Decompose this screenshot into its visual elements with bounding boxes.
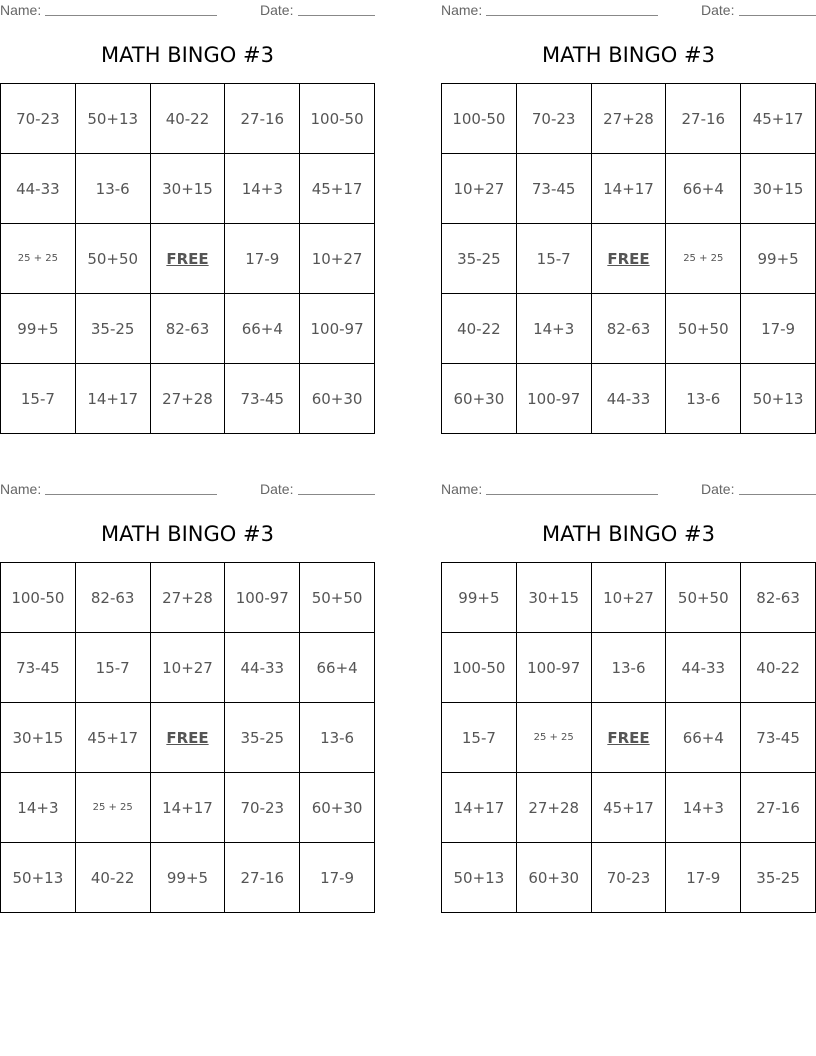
- bingo-cell: 14+17: [592, 154, 667, 224]
- bingo-card: [441, 0, 816, 435]
- card-header: [441, 479, 816, 499]
- name-label: Name:: [441, 481, 483, 497]
- bingo-cell: 15-7: [1, 364, 76, 434]
- bingo-cell: 60+30: [517, 843, 592, 913]
- bingo-cell: 15-7: [517, 224, 592, 294]
- bingo-cell: 13-6: [666, 364, 741, 434]
- bingo-cell: 40-22: [76, 843, 151, 913]
- name-field-line: [486, 494, 658, 495]
- bingo-cell: 27+28: [151, 364, 226, 434]
- bingo-cell: 25 + 25: [76, 773, 151, 843]
- date-field-line: [298, 494, 375, 495]
- bingo-cell: 17-9: [666, 843, 741, 913]
- name-field-line: [45, 494, 217, 495]
- bingo-cell: 40-22: [442, 294, 517, 364]
- bingo-cell: 100-97: [225, 563, 300, 633]
- bingo-cell: 99+5: [442, 563, 517, 633]
- name-label: Name:: [0, 2, 42, 18]
- bingo-cell: 100-50: [442, 633, 517, 703]
- bingo-cell: 100-50: [442, 84, 517, 154]
- bingo-cell: 44-33: [592, 364, 667, 434]
- bingo-cell: 66+4: [666, 703, 741, 773]
- bingo-grid: [0, 562, 375, 913]
- bingo-cell: 25 + 25: [666, 224, 741, 294]
- bingo-cell: 44-33: [1, 154, 76, 224]
- bingo-cell: 100-50: [1, 563, 76, 633]
- bingo-cell: 73-45: [741, 703, 816, 773]
- bingo-cell: 14+3: [666, 773, 741, 843]
- card-header: [0, 0, 375, 20]
- bingo-cell: 50+50: [300, 563, 375, 633]
- date-label: Date:: [260, 2, 294, 18]
- bingo-cell: 14+17: [151, 773, 226, 843]
- name-label: Name:: [0, 481, 42, 497]
- date-label: Date:: [701, 481, 735, 497]
- bingo-cell: 27-16: [225, 843, 300, 913]
- bingo-cell: 66+4: [666, 154, 741, 224]
- bingo-cell: 13-6: [592, 633, 667, 703]
- free-space-cell: FREE: [151, 703, 226, 773]
- bingo-cell: 35-25: [741, 843, 816, 913]
- bingo-cell: 73-45: [517, 154, 592, 224]
- bingo-cell: 30+15: [741, 154, 816, 224]
- bingo-cell: 60+30: [300, 364, 375, 434]
- name-field-line: [486, 15, 658, 16]
- bingo-cell: 14+3: [517, 294, 592, 364]
- bingo-cell: 35-25: [225, 703, 300, 773]
- bingo-cell: 10+27: [592, 563, 667, 633]
- card-title: MATH BINGO #3: [542, 522, 715, 546]
- bingo-cell: 10+27: [300, 224, 375, 294]
- bingo-cell: 10+27: [151, 633, 226, 703]
- bingo-cell: 35-25: [76, 294, 151, 364]
- bingo-cell: 15-7: [76, 633, 151, 703]
- name-field-line: [45, 15, 217, 16]
- card-title: MATH BINGO #3: [101, 43, 274, 67]
- bingo-cell: 30+15: [151, 154, 226, 224]
- bingo-cell: 73-45: [225, 364, 300, 434]
- bingo-cell: 14+17: [442, 773, 517, 843]
- bingo-cell: 27+28: [517, 773, 592, 843]
- card-header: [0, 479, 375, 499]
- card-title: MATH BINGO #3: [101, 522, 274, 546]
- bingo-cell: 60+30: [442, 364, 517, 434]
- bingo-cell: 13-6: [76, 154, 151, 224]
- bingo-cell: 82-63: [76, 563, 151, 633]
- date-field-line: [298, 15, 375, 16]
- bingo-cell: 50+50: [666, 294, 741, 364]
- bingo-cell: 40-22: [151, 84, 226, 154]
- card-header: [441, 0, 816, 20]
- bingo-card: [0, 479, 375, 914]
- bingo-cell: 45+17: [300, 154, 375, 224]
- bingo-cell: 17-9: [741, 294, 816, 364]
- bingo-cell: 17-9: [225, 224, 300, 294]
- bingo-cell: 82-63: [592, 294, 667, 364]
- bingo-cell: 44-33: [666, 633, 741, 703]
- bingo-cell: 70-23: [517, 84, 592, 154]
- bingo-cell: 45+17: [76, 703, 151, 773]
- card-title: MATH BINGO #3: [542, 43, 715, 67]
- bingo-cell: 45+17: [741, 84, 816, 154]
- bingo-cell: 25 + 25: [1, 224, 76, 294]
- bingo-cell: 15-7: [442, 703, 517, 773]
- bingo-cell: 27-16: [666, 84, 741, 154]
- bingo-cell: 50+13: [1, 843, 76, 913]
- bingo-grid: [441, 83, 816, 434]
- bingo-cell: 25 + 25: [517, 703, 592, 773]
- bingo-cell: 50+13: [741, 364, 816, 434]
- bingo-cell: 99+5: [1, 294, 76, 364]
- bingo-cell: 70-23: [225, 773, 300, 843]
- bingo-cell: 70-23: [1, 84, 76, 154]
- bingo-cell: 44-33: [225, 633, 300, 703]
- bingo-cell: 82-63: [151, 294, 226, 364]
- bingo-cell: 66+4: [225, 294, 300, 364]
- bingo-card: [441, 479, 816, 914]
- free-space-cell: FREE: [592, 703, 667, 773]
- bingo-cell: 30+15: [517, 563, 592, 633]
- name-label: Name:: [441, 2, 483, 18]
- bingo-cell: 82-63: [741, 563, 816, 633]
- date-field-line: [739, 494, 816, 495]
- bingo-cell: 100-50: [300, 84, 375, 154]
- bingo-cell: 99+5: [741, 224, 816, 294]
- bingo-cell: 10+27: [442, 154, 517, 224]
- bingo-cell: 50+50: [666, 563, 741, 633]
- bingo-cell: 27-16: [741, 773, 816, 843]
- bingo-cell: 14+3: [1, 773, 76, 843]
- bingo-cell: 100-97: [517, 364, 592, 434]
- date-label: Date:: [260, 481, 294, 497]
- bingo-cell: 66+4: [300, 633, 375, 703]
- date-field-line: [739, 15, 816, 16]
- bingo-cell: 35-25: [442, 224, 517, 294]
- bingo-cell: 14+3: [225, 154, 300, 224]
- bingo-cell: 100-97: [517, 633, 592, 703]
- bingo-cell: 60+30: [300, 773, 375, 843]
- bingo-cell: 45+17: [592, 773, 667, 843]
- bingo-cell: 27-16: [225, 84, 300, 154]
- bingo-cell: 13-6: [300, 703, 375, 773]
- bingo-cell: 30+15: [1, 703, 76, 773]
- bingo-cell: 50+13: [442, 843, 517, 913]
- bingo-cell: 17-9: [300, 843, 375, 913]
- bingo-cell: 70-23: [592, 843, 667, 913]
- bingo-cell: 99+5: [151, 843, 226, 913]
- bingo-grid: [441, 562, 816, 913]
- bingo-cell: 27+28: [592, 84, 667, 154]
- bingo-cell: 73-45: [1, 633, 76, 703]
- bingo-cell: 14+17: [76, 364, 151, 434]
- bingo-card: [0, 0, 375, 435]
- date-label: Date:: [701, 2, 735, 18]
- bingo-cell: 27+28: [151, 563, 226, 633]
- free-space-cell: FREE: [592, 224, 667, 294]
- free-space-cell: FREE: [151, 224, 226, 294]
- bingo-cell: 100-97: [300, 294, 375, 364]
- bingo-cell: 40-22: [741, 633, 816, 703]
- bingo-grid: [0, 83, 375, 434]
- bingo-cell: 50+50: [76, 224, 151, 294]
- bingo-cell: 50+13: [76, 84, 151, 154]
